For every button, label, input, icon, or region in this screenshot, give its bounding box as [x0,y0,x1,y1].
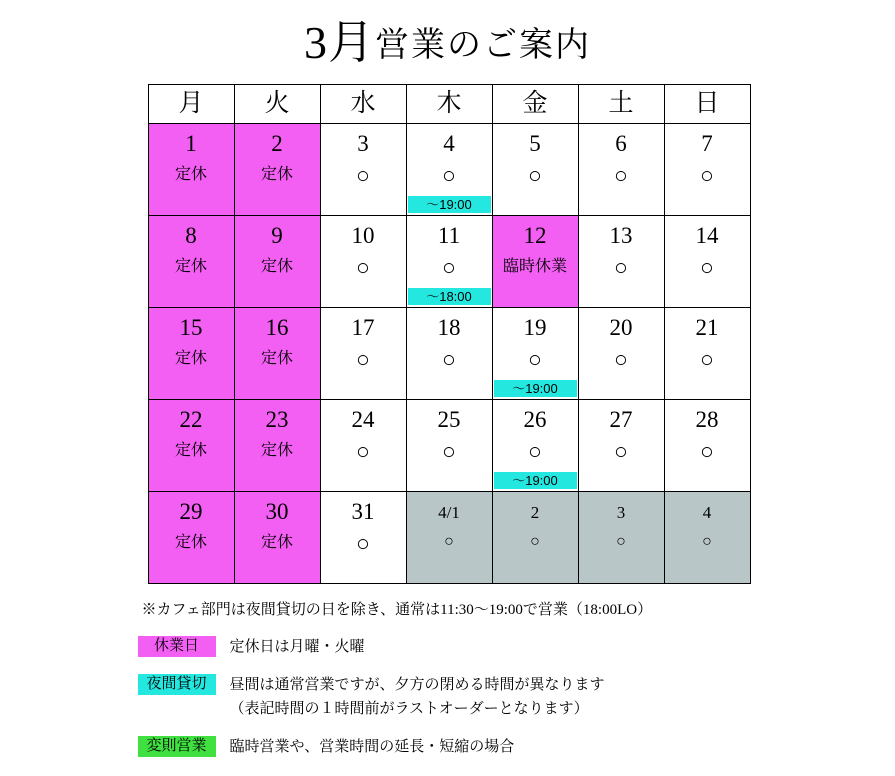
open-circle-icon: ○ [528,439,542,464]
legend-key-closed: 休業日 [138,636,216,657]
day-number: 18 [437,315,461,340]
calendar-day-cell [234,216,320,308]
closed-label: 定休 [260,166,293,183]
calendar-day-cell [234,400,320,492]
calendar-day-cell [406,492,492,584]
day-number: 12 [523,223,547,248]
calendar-container [148,84,748,584]
day-number: 11 [437,223,461,248]
day-number: 2 [271,131,283,156]
legend-text-private [230,673,605,721]
calendar-day-cell [492,124,578,216]
closing-time-badge: 〜19:00 [494,380,577,397]
calendar-header-row [148,85,750,124]
day-number: 6 [615,131,627,156]
open-circle-icon: ○ [442,347,456,372]
calendar-week-row [148,492,750,584]
day-number: 2 [530,503,540,522]
open-circle-icon: ○ [616,533,626,550]
legend-text-private-main: 昼間は通常営業ですが、夕方の閉める時間が異なります [229,677,605,693]
calendar-day-cell [664,216,750,308]
calendar-day-cell [148,124,234,216]
weekday-header-mon: 月 [148,85,234,124]
legend-key-private: 夜間貸切 [138,674,216,695]
calendar-day-cell [234,308,320,400]
calendar-day-cell [578,492,664,584]
closed-label: 定休 [174,166,207,183]
weekday-header-fri: 金 [492,85,578,124]
calendar-day-cell [406,308,492,400]
calendar-day-cell [406,400,492,492]
calendar-day-cell [492,216,578,308]
calendar-day-cell [664,492,750,584]
open-circle-icon: ○ [700,163,714,188]
open-circle-icon: ○ [356,531,370,556]
closed-label: 定休 [174,350,207,367]
open-circle-icon: ○ [614,255,628,280]
calendar-day-cell [578,216,664,308]
day-number: 21 [695,315,719,340]
open-circle-icon: ○ [442,255,456,280]
calendar-day-cell [492,492,578,584]
calendar-day-cell [320,124,406,216]
closed-label: 定休 [174,534,207,551]
open-circle-icon: ○ [614,163,628,188]
day-number: 4 [702,503,712,522]
closed-label: 定休 [260,442,293,459]
weekday-header-tue: 火 [234,85,320,124]
calendar-week-row [148,124,750,216]
open-circle-icon: ○ [700,439,714,464]
legend-row-closed [138,635,758,659]
closed-label: 定休 [174,258,207,275]
day-number: 27 [609,407,633,432]
open-circle-icon: ○ [702,533,712,550]
calendar-day-cell [320,400,406,492]
calendar-day-cell [320,492,406,584]
day-number: 13 [609,223,633,248]
closed-label: 定休 [260,534,293,551]
title-month: 3月 [304,17,375,68]
weekday-header-thu: 木 [406,85,492,124]
open-circle-icon: ○ [528,163,542,188]
calendar-day-cell [148,216,234,308]
closing-time-badge: 〜18:00 [408,288,491,305]
legend-text-closed-main: 定休日は月曜・火曜 [229,639,365,655]
legend-text-irregular-main: 臨時営業や、営業時間の延長・短縮の場合 [229,739,515,755]
calendar-day-cell [320,308,406,400]
day-number: 19 [523,315,547,340]
title-rest: 営業のご案内 [375,27,591,64]
open-circle-icon: ○ [442,163,456,188]
legend-row-irregular [138,735,758,759]
weekday-header-wed: 水 [320,85,406,124]
legend-key-irregular: 変則営業 [138,736,216,757]
calendar-day-cell [148,400,234,492]
calendar-day-cell [148,308,234,400]
calendar-day-cell [578,308,664,400]
day-number: 5 [529,131,541,156]
open-circle-icon: ○ [530,533,540,550]
calendar-day-cell [234,124,320,216]
day-number: 9 [271,223,283,248]
day-number: 29 [179,499,203,524]
open-circle-icon: ○ [528,347,542,372]
day-number: 16 [265,315,289,340]
open-circle-icon: ○ [444,533,454,550]
day-number: 23 [265,407,289,432]
status-label: 臨時休業 [502,258,567,275]
day-number: 20 [609,315,633,340]
day-number: 15 [179,315,203,340]
cafe-hours-note: ※カフェ部門は夜間貸切の日を除き、通常は11:30〜19:00で営業（18:00LO） [141,602,653,618]
calendar-day-cell [406,124,492,216]
calendar-body [148,124,750,584]
day-number: 17 [351,315,375,340]
day-number: 3 [357,131,369,156]
legend-text-closed [230,635,365,659]
open-circle-icon: ○ [356,439,370,464]
open-circle-icon: ○ [356,347,370,372]
day-number: 22 [179,407,203,432]
open-circle-icon: ○ [614,347,628,372]
open-circle-icon: ○ [356,163,370,188]
weekday-header-sat: 土 [578,85,664,124]
open-circle-icon: ○ [356,255,370,280]
closed-label: 定休 [260,258,293,275]
calendar-day-cell [492,308,578,400]
calendar-day-cell [578,124,664,216]
day-number: 28 [695,407,719,432]
day-number: 25 [437,407,461,432]
calendar-day-cell [320,216,406,308]
day-number: 10 [351,223,375,248]
legend-row-private [138,673,758,721]
page-title [0,0,895,72]
calendar-day-cell [234,492,320,584]
calendar-day-cell [406,216,492,308]
day-number: 26 [523,407,547,432]
calendar-day-cell [492,400,578,492]
open-circle-icon: ○ [700,347,714,372]
day-number: 4/1 [438,503,460,522]
open-circle-icon: ○ [700,255,714,280]
calendar-day-cell [148,492,234,584]
legend-text-irregular [230,735,515,759]
closed-label: 定休 [260,350,293,367]
calendar-day-cell [664,124,750,216]
calendar-week-row [148,308,750,400]
day-number: 14 [695,223,719,248]
notes-section [138,598,758,759]
day-number: 8 [185,223,197,248]
calendar-day-cell [578,400,664,492]
open-circle-icon: ○ [442,439,456,464]
closing-time-badge: 〜19:00 [494,472,577,489]
day-number: 31 [351,499,375,524]
calendar-week-row [148,216,750,308]
calendar-week-row [148,400,750,492]
day-number: 30 [265,499,289,524]
day-number: 24 [351,407,375,432]
legend-text-private-sub: （表記時間の１時間前がラストオーダーとなります） [229,701,589,717]
day-number: 4 [443,131,455,156]
day-number: 1 [185,131,197,156]
closed-label: 定休 [174,442,207,459]
closing-time-badge: 〜19:00 [408,196,491,213]
day-number: 3 [616,503,626,522]
day-number: 7 [701,131,713,156]
calendar-day-cell [664,400,750,492]
calendar-day-cell [664,308,750,400]
weekday-header-sun: 日 [664,85,750,124]
open-circle-icon: ○ [614,439,628,464]
calendar-table [148,84,751,584]
